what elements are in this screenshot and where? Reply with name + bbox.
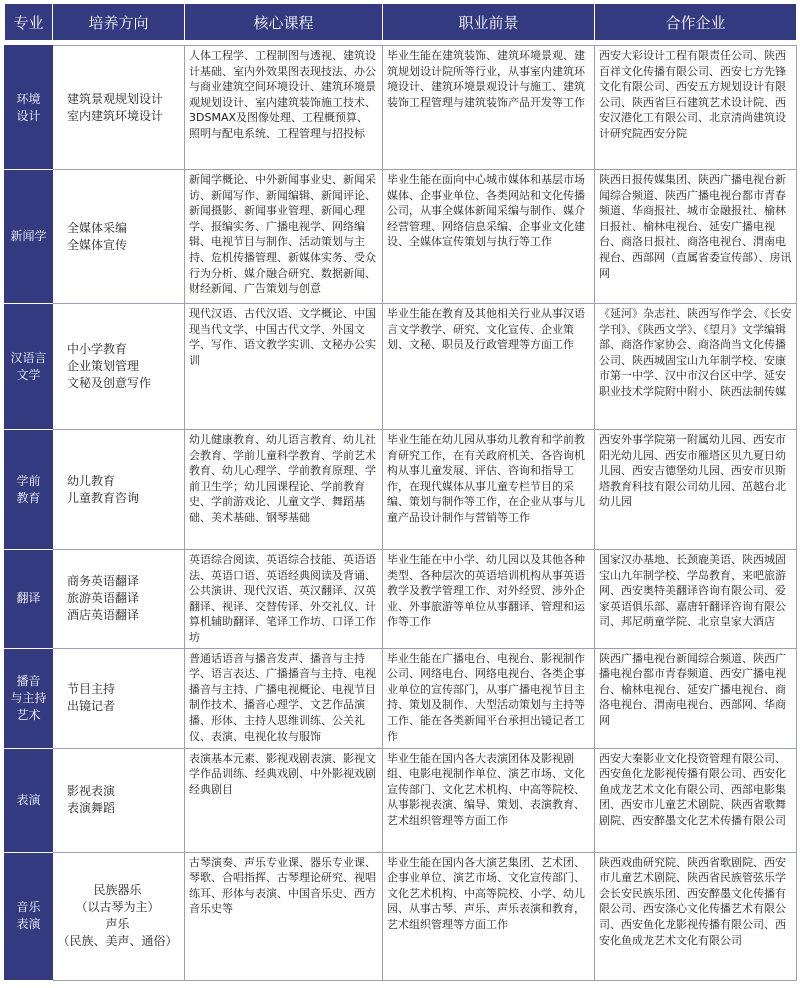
direction-item: 全媒体宣传	[67, 237, 128, 252]
direction-item: 中小学教育	[67, 342, 128, 356]
major-name-line: 设计	[16, 108, 41, 123]
career-prospects-cell: 毕业生能在幼儿园从事幼儿教育和学前教育研究工作，在有关政府机关、各咨询机构从事儿童发展、评估、咨询和指导工作，在现代媒体从事儿童专栏节目的采编、策划与制作等工作，在企业从事与儿童产品设计制作与营销等工作	[383, 430, 595, 550]
major-name-line: 艺术	[16, 707, 41, 722]
career-prospects-cell: 毕业生能在中小学、幼儿园以及其他各种类型、各种层次的英语培训机构从事英语教学及教学管理工作、对外经贸、涉外企业、外事旅游等单位从事翻译、管理和运作等工作	[383, 550, 595, 649]
major-name-line: 表演	[16, 792, 41, 807]
major-name-line: 翻译	[16, 591, 41, 606]
career-prospects-cell: 毕业生能在教育及其他相关行业从事汉语言文学教学、研究、文化宣传、企业策划、文秘、职员及行政管理等方面工作	[383, 304, 595, 430]
direction-cell	[53, 304, 185, 430]
direction-cell	[53, 852, 185, 980]
core-courses-cell: 幼儿健康教育、幼儿语言教育、幼儿社会教育、学前儿童科学教育、学前艺术教育、幼儿心理学、学前教育原理、学前卫生学；幼儿园课程论、学前教育史、学前游戏论、儿童文学、舞蹈基础、美术基础、钢琴基础	[185, 430, 383, 550]
direction-item: 民族器乐	[93, 883, 142, 898]
direction-item: 全媒体采编	[67, 220, 128, 235]
career-prospects-cell: 毕业生能在广播电台、电视台、影视制作公司、网络电台、网络电视台、各类企事业单位的宣传部门，从事广播电视节目主持、策划及制作、大型活动策划与主持等工作、能在各类新闻平台承担出镜记者工作	[383, 648, 595, 748]
core-courses-cell: 古琴演奏、声乐专业课、器乐专业课、琴歌、合唱指挥、古琴理论研究、视唱练耳、形体与表演、中国音乐史、西方音乐史等	[185, 852, 383, 980]
table-row	[5, 648, 797, 748]
direction-item: 文秘及创意写作	[67, 376, 152, 390]
direction-cell	[53, 748, 185, 852]
table-body	[5, 46, 797, 981]
partner-companies-cell: 陕西日报传媒集团、陕西广播电视台新闻综合频道、陕西广播电视台都市青春频道、华商报社、城市金融报社、榆林日报社、榆林电视台、延安广播电视台、商洛日报社、商洛电视台、渭南电视台、西部网（直属省委宣传部）、房讯网	[595, 170, 797, 304]
direction-cell	[53, 170, 185, 304]
table-row	[5, 46, 797, 170]
major-name-line: 表演	[16, 917, 41, 932]
career-prospects-cell: 毕业生能在国内各大表演团体及影视剧组、电影电视制作单位、演艺市场、文化宣传部门、文化艺术机构、中高等院校、从事影视表演、编导、策划、表演教育、艺术组织管理等方面工作	[383, 748, 595, 852]
major-name-line: 音乐	[16, 900, 41, 915]
direction-item: 旅游英语翻译	[67, 591, 140, 606]
major-cell	[5, 648, 53, 748]
major-name-line: 文学	[16, 367, 41, 382]
major-name-line: 汉语言	[10, 350, 47, 365]
header-career-prospects: 职业前景	[383, 4, 595, 40]
major-name-line: 环境	[16, 91, 41, 106]
major-cell	[5, 170, 53, 304]
direction-cell	[53, 430, 185, 550]
direction-item: 影视表演	[67, 784, 116, 799]
table-row	[5, 748, 797, 852]
direction-item: 商务英语翻译	[67, 574, 140, 589]
header-major: 专业	[5, 4, 53, 40]
table-row	[5, 304, 797, 430]
core-courses-cell: 表演基本元素、影视戏剧表演、影视文学作品训练、经典戏剧、中外影视戏剧经典剧目	[185, 748, 383, 852]
career-prospects-cell: 毕业生能在面向中心城市媒体和基层市场媒体、企事业单位、各类网站和文化传播公司，从事全媒体新闻采编与制作、媒介经营管理、网络信息采编、企事业文化建设、全媒体宣传策划与执行等工作	[383, 170, 595, 304]
direction-item: （民族、美声、通俗）	[57, 934, 178, 949]
major-cell	[5, 550, 53, 649]
major-cell	[5, 46, 53, 170]
career-prospects-cell: 毕业生能在国内各大演艺集团、艺术团、企事业单位、演艺市场、文化宣传部门、文化艺术机构、中高等院校、小学、幼儿园、从事古琴、声乐、声乐表演和教育，艺术组织管理等方面工作	[383, 852, 595, 980]
direction-item: 儿童教育咨询	[67, 490, 140, 505]
direction-item: 声乐	[105, 917, 130, 932]
major-name-line: 新闻学	[10, 229, 47, 243]
core-courses-cell: 现代汉语、古代汉语、文学概论、中国现当代文学、中国古代文学、外国文学、写作、语文教学实训、文秘办公实训	[185, 304, 383, 430]
table-row	[5, 852, 797, 980]
major-overview-table	[4, 4, 797, 981]
partner-companies-cell: 西安大彩设计工程有限责任公司、陕西百祥文化传播有限公司、西安七方先锋文化有限公司、西安五方规划设计有限公司、陕西省巨石建筑艺术设计院、西安汉港化工有限公司、北京清尚建筑设计研究院西安分院	[595, 46, 797, 170]
curriculum-table-container	[4, 4, 796, 981]
direction-item: 建筑景观规划设计	[67, 91, 164, 106]
major-cell	[5, 430, 53, 550]
partner-companies-cell: 国家汉办基地、长颈鹿美语、陕西城固宝山九年制学校、学岛教育、来吧旅游网、西安奥特美翻译咨询有限公司、爱家英语俱乐部、嘉唐轩翻译咨询有限公司、邦尼萌童学院、北京皇家大酒店	[595, 550, 797, 649]
table-header	[5, 4, 797, 40]
major-name-line: 播音	[16, 673, 41, 688]
direction-item: （以古琴为主）	[75, 900, 160, 915]
header-direction: 培养方向	[53, 4, 185, 40]
direction-item: 节目主持	[67, 682, 116, 697]
direction-item: 企业策划管理	[67, 359, 140, 373]
header-partner-companies: 合作企业	[595, 4, 797, 40]
direction-cell	[53, 648, 185, 748]
partner-companies-cell: 陕西广播电视台新闻综合频道、陕西广播电视台都市青春频道、西安广播电视台、榆林电视台、延安广播电视台、商洛电视台、渭南电视台、西部网、华商网	[595, 648, 797, 748]
direction-item: 幼儿教育	[67, 473, 116, 488]
partner-companies-cell: 西安大秦影业文化投资管理有限公司、西安鱼化龙影视传播有限公司、西安化鱼成龙艺术文化有限公司、西部电影集团、西安市儿童艺术剧院、陕西省歌舞剧院、西安醉墨文化艺术传播有限公司	[595, 748, 797, 852]
major-name-line: 与主持	[10, 690, 47, 705]
major-cell	[5, 304, 53, 430]
table-row	[5, 430, 797, 550]
core-courses-cell: 人体工程学、工程制图与透视、建筑设计基础、室内外效果图表现技法、办公与商业建筑空间环境设计、建筑环境景观规划设计、室内建筑装饰施工技术、3DSMAX及图像处理、工程概预算、照明与配电系统、工程管理与招投标	[185, 46, 383, 170]
direction-item: 表演舞蹈	[67, 801, 116, 816]
partner-companies-cell: 《延河》杂志社、陕西写作学会、《长安学刊》、《陕西文学》、《望月》文学编辑部、商洛作家协会、商洛尚当文化传播公司、陕西城固宝山九年制学校、安康市第一中学、汉中市汉台区中学、延安职业技术学院附中附小、陕西法制传媒	[595, 304, 797, 430]
table-row	[5, 550, 797, 649]
career-prospects-cell: 毕业生能在建筑装饰、建筑环境景观、建筑规划设计院所等行业，从事室内建筑环境设计、建筑环境景观设计与施工、建筑装饰工程管理与建筑装饰产品开发等工作	[383, 46, 595, 170]
major-cell	[5, 852, 53, 980]
core-courses-cell: 英语综合阅读、英语综合技能、英语语法、英语口语、英语经典阅读及背诵、公共演讲、现代汉语、英汉翻译、汉英翻译、视译、交替传译、外交礼仪、计算机辅助翻译、笔译工作坊、口译工作坊	[185, 550, 383, 649]
direction-item: 室内建筑环境设计	[67, 108, 164, 123]
header-core-courses: 核心课程	[185, 4, 383, 40]
major-name-line: 教育	[16, 490, 41, 505]
core-courses-cell: 普通话语音与播音发声、播音与主持学、语言表达、广播播音与主持、电视播音与主持、广播电视概论、电视节目制作技术、播音心理学、文艺作品演播、形体、主持人思维训练、公关礼仪、表演、电视化妆与服饰	[185, 648, 383, 748]
direction-cell	[53, 46, 185, 170]
direction-cell	[53, 550, 185, 649]
direction-item: 酒店英语翻译	[67, 608, 140, 623]
core-courses-cell: 新闻学概论、中外新闻事业史、新闻采访、新闻写作、新闻编辑、新闻评论、新闻摄影、新闻事业管理、新闻心理学、报编实务、广播电视学、网络编辑、电视节目与制作、活动策划与主持、危机传播管理、新媒体实务、受众行为分析、媒介融合研究、数据新闻、财经新闻、广告策划与创意	[185, 170, 383, 304]
direction-item: 出镜记者	[67, 699, 116, 714]
major-cell	[5, 748, 53, 852]
partner-companies-cell: 陕西戏曲研究院、陕西省歌剧院、西安市儿童艺术剧院、陕西省民族管弦乐学会长安民族乐团、西安醉墨文化传播有限公司、西安涤心文化传播艺术有限公司、西安鱼化龙影视传播有限公司、西安化鱼成龙艺术文化有限公司	[595, 852, 797, 980]
table-row	[5, 170, 797, 304]
major-name-line: 学前	[16, 473, 41, 488]
partner-companies-cell: 西安外事学院第一附属幼儿园、西安市阳光幼儿园、西安市雁塔区贝九夏日幼儿园、西安吉德堡幼儿园、西安市贝斯塔教育科技有限公司幼儿园、茁越台北幼儿园	[595, 430, 797, 550]
